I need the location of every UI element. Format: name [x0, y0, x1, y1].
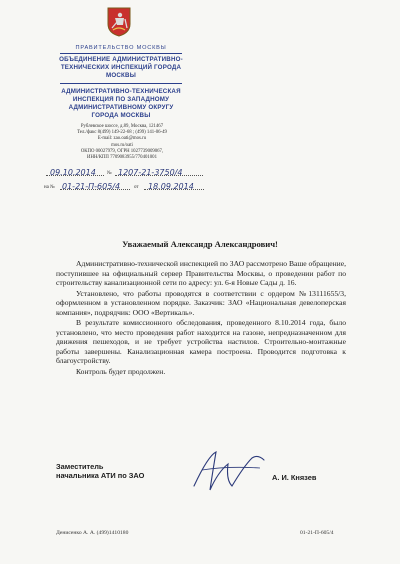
organization-name — [46, 56, 196, 80]
title-line: начальника АТИ по ЗАО — [56, 471, 145, 480]
reference-label: на № — [44, 185, 55, 190]
reference-number: 01-21-П-605/4 — [62, 182, 121, 191]
org-line: ТЕХНИЧЕСКИХ ИНСПЕКЦИЙ ГОРОДА — [60, 64, 182, 71]
moscow-coat-of-arms-icon — [106, 6, 132, 37]
document-reference: 01-21-П-605/4 — [300, 530, 334, 536]
executor-info: Денисенко А. А. (499)1410180 — [56, 530, 129, 536]
site-text: mos.ru/oati — [111, 142, 133, 148]
letter-body — [56, 259, 346, 377]
paragraph: В результате комиссионного обследования, проведенного 8.10.2014 года, было установлено, что место проведения работ находится на газоне, непредназначенном для движения пешеходов, и не требует устройства настилов. Строительно-монтажные работы завершены. Канализационная камера построена. Проводится подготовка к благоустройству. — [56, 318, 346, 365]
government-header: ПРАВИТЕЛЬСТВО МОСКВЫ — [75, 45, 167, 51]
dept-line: АДМИНИСТРАТИВНОМУ ОКРУГУ — [68, 104, 174, 111]
paragraph: Административно-технической инспекцией по ЗАО рассмотрено Ваше обращение, поступившее на официальный сервер Правительства Москвы, о проведении работ по строительству канализационной сети по адресу: ул. 6-я Новые Сады д. 16. — [56, 259, 346, 287]
email-text: E-mail: zao.oati@mos.ru — [97, 136, 147, 142]
department-name — [46, 88, 196, 120]
divider — [60, 53, 182, 54]
dept-line: ГОРОДА МОСКВЫ — [91, 112, 151, 119]
signatory-name: А. И. Князев — [272, 473, 317, 482]
signatory-title — [56, 462, 144, 480]
paragraph: Установлено, что работы проводятся в соответствии с ордером №13111655/3, оформленном в установленном порядке. Заказчик: ЗАО «Национальная девелоперская компания», подрядчик: ООО «Вертикаль». — [56, 288, 346, 317]
number-label: № — [107, 171, 112, 176]
dept-line: АДМИНИСТРАТИВНО-ТЕХНИЧЕСКАЯ — [61, 88, 181, 95]
greeting: Уважаемый Александр Александрович! — [122, 239, 278, 249]
address-text: Рублевское шоссе, д.89, Москва, 121467 — [80, 124, 164, 129]
handwritten-signature — [188, 446, 268, 494]
registration-number: 1207-21-3750/4 — [118, 168, 183, 177]
inn-text: ИНН/КПП 7709083955/770401001 — [87, 155, 157, 161]
registration-date: 09.10.2014 — [50, 168, 96, 177]
dept-line: ИНСПЕКЦИЯ ПО ЗАПАДНОМУ — [72, 96, 170, 103]
org-line: ОБЪЕДИНЕНИЕ АДМИНИСТРАТИВНО- — [59, 56, 183, 63]
contact-block — [48, 124, 196, 161]
divider — [60, 83, 182, 84]
phone-text: Тел./факс 8(499) 149-22-68 ; (499) 141-06-49 — [77, 130, 167, 136]
reference-line — [44, 180, 204, 191]
codes-text: ОКПО 00027979, ОГРН 1027739009067, — [80, 148, 164, 154]
title-line: Заместитель — [56, 462, 104, 471]
paragraph: Контроль будет продолжен. — [76, 366, 166, 376]
registration-line — [44, 166, 204, 177]
org-line: МОСКВЫ — [106, 72, 136, 79]
reference-date: 18.09.2014 — [148, 182, 194, 191]
reference-from-label: от — [134, 185, 139, 190]
